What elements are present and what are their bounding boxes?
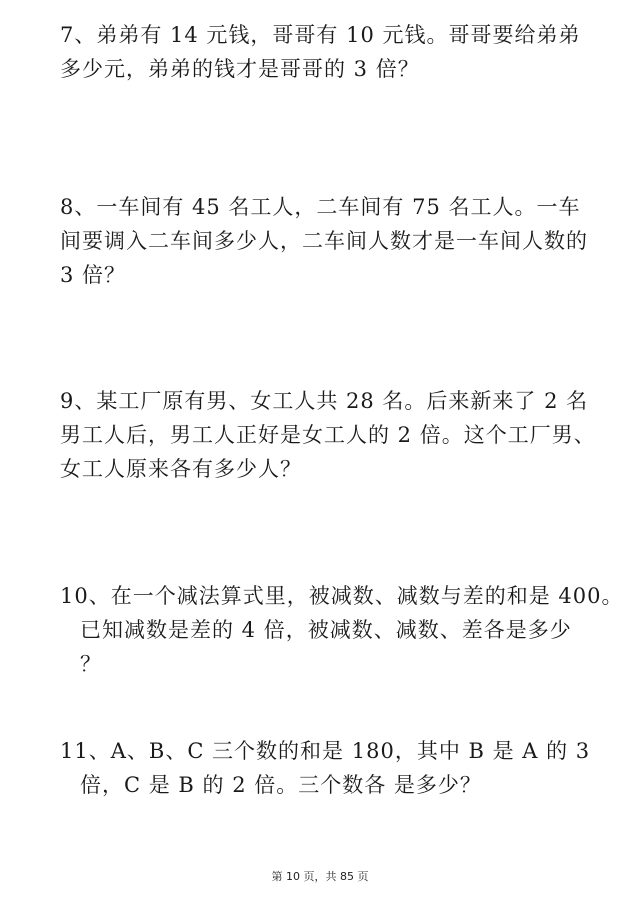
problem-10-line-2: 已知减数是差的 4 倍，被减数、减数、差各是多少 — [80, 618, 572, 642]
problem-7-line-1: 7、弟弟有 14 元钱，哥哥有 10 元钱。哥哥要给弟弟 — [60, 23, 581, 47]
problem-10-line-1: 10、在一个减法算式里，被减数、减数与差的和是 400。 — [60, 584, 624, 608]
page-footer: 第 10 页，共 85 页 — [271, 870, 369, 883]
problem-8-line-1: 8、一车间有 45 名工人，二车间有 75 名工人。一车 — [60, 195, 581, 219]
problem-10-line-3: ？ — [80, 652, 102, 676]
problem-9-line-2: 男工人后，男工人正好是女工人的 2 倍。这个工厂男、 — [60, 423, 596, 447]
problem-9-line-1: 9、某工厂原有男、女工人共 28 名。后来新来了 2 名 — [60, 389, 589, 413]
problem-11-line-1: 11、A、B、C 三个数的和是 180，其中 B 是 A 的 3 — [60, 739, 591, 763]
problem-11 — [60, 734, 600, 802]
problem-9-line-3: 女工人原来各有多少人？ — [60, 457, 302, 481]
problem-7 — [60, 18, 600, 86]
problem-7-line-2: 多少元，弟弟的钱才是哥哥的 3 倍？ — [60, 57, 420, 81]
problem-8 — [60, 190, 600, 292]
problem-8-line-3: 3 倍？ — [60, 263, 127, 287]
problem-8-line-2: 间要调入二车间多少人，二车间人数才是一车间人数的 — [60, 229, 588, 253]
problem-10 — [60, 579, 624, 681]
problem-9 — [60, 384, 600, 486]
problem-11-line-2: 倍，C 是 B 的 2 倍。三个数各 是多少？ — [80, 773, 482, 797]
